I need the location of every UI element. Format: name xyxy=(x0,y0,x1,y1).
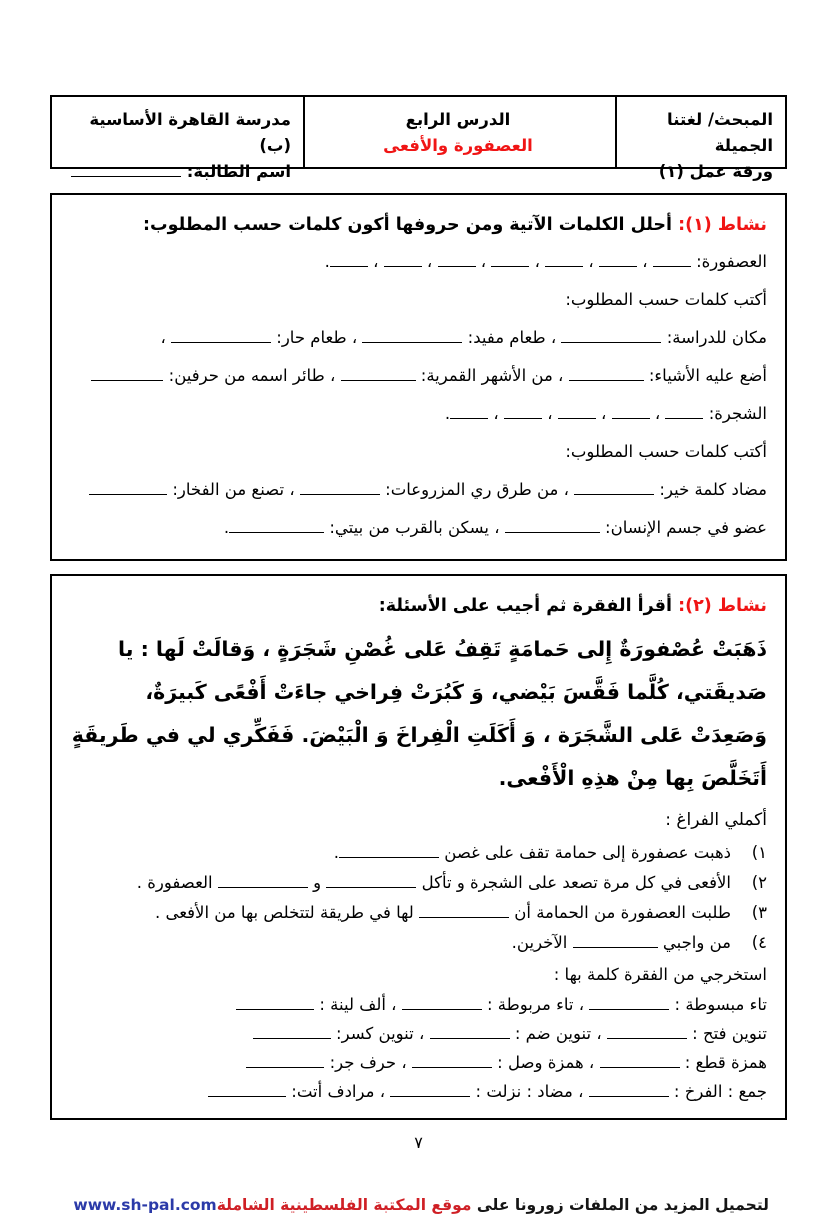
text-segment: . xyxy=(324,252,330,271)
text-segment: . xyxy=(444,404,451,423)
fill-blank xyxy=(589,995,669,1010)
text-segment: ، من طرق ري المزروعات: xyxy=(379,480,575,499)
text-segment: ، مضاد : نزلت : xyxy=(470,1082,589,1101)
text-segment: ، xyxy=(475,252,492,271)
fill-blank xyxy=(574,480,654,495)
text-segment: الشجرة: xyxy=(703,404,767,423)
text-segment: ذهبت عصفورة إلى حمامة تقف على غصن xyxy=(439,843,731,862)
fill-blank xyxy=(665,404,703,419)
text-segment: طلبت العصفورة من الحمامة أن xyxy=(509,903,731,922)
extract-line-taa xyxy=(66,990,767,1019)
item-2-number: ٢) xyxy=(751,873,767,892)
fill-blank xyxy=(229,518,324,533)
extract-line-hamza xyxy=(66,1048,767,1077)
text-segment: . xyxy=(333,843,340,862)
text-segment: ، xyxy=(595,404,612,423)
text-segment: ، xyxy=(649,404,666,423)
extract-line-jamaa xyxy=(66,1077,767,1106)
text-segment: ، xyxy=(367,252,384,271)
page-number: ٧ xyxy=(414,1133,423,1152)
item-2-text xyxy=(66,868,731,898)
fill-blank xyxy=(341,366,416,381)
text-segment: ، يسكن بالقرب من بيتي: xyxy=(324,518,505,537)
fill-item-2 xyxy=(66,868,767,898)
item-4-text xyxy=(66,928,731,958)
header-cell-subject xyxy=(617,97,785,181)
text-segment: عضو في جسم الإنسان: xyxy=(599,518,767,537)
text-segment: تاء مبسوطة : xyxy=(669,995,767,1014)
subject-line: المبحث/ لغتنا الجميلة xyxy=(667,110,773,155)
text-segment: ، ألف لينة : xyxy=(314,995,402,1014)
footer-url: www.sh-pal.com xyxy=(68,1196,217,1214)
fill-blank xyxy=(558,404,596,419)
fill-blank xyxy=(653,252,691,267)
student-name-label: اسم الطالبة: xyxy=(181,162,291,181)
text-segment: مضاد كلمة خير: xyxy=(654,480,767,499)
fill-blank xyxy=(171,328,271,343)
item-1-number: ١) xyxy=(751,843,767,862)
item-1-text xyxy=(66,838,731,868)
text-segment: ، همزة وصل : xyxy=(491,1053,600,1072)
fill-blank xyxy=(246,1053,324,1068)
text-segment: ، xyxy=(583,252,599,271)
extract-heading: استخرجي من الفقرة كلمة بها : xyxy=(553,965,767,984)
fill-blank xyxy=(362,328,462,343)
activity-2-header xyxy=(66,588,767,624)
text-segment: ، تاء مربوطة : xyxy=(481,995,590,1014)
fill-blank xyxy=(402,995,482,1010)
text-segment: العصفورة: xyxy=(690,252,767,271)
text-segment: ، xyxy=(421,252,438,271)
footer-text: لتحميل المزيد من الملفات زورونا على xyxy=(471,1196,769,1214)
text-segment: مكان للدراسة: xyxy=(661,328,767,347)
activity-1-box xyxy=(50,193,787,561)
fill-blank xyxy=(561,328,661,343)
text-segment: ، xyxy=(541,404,558,423)
extract-line-tanween xyxy=(66,1019,767,1048)
fill-item-3 xyxy=(66,898,767,928)
fill-blank xyxy=(218,873,308,888)
fill-blank xyxy=(504,404,542,419)
fill-blank xyxy=(89,480,167,495)
text-segment: جمع : الفرخ : xyxy=(668,1082,767,1101)
text-segment: العصفورة . xyxy=(136,873,218,892)
fill-blank xyxy=(384,252,422,267)
text-segment: ، من الأشهر القمرية: xyxy=(415,366,569,385)
header-table xyxy=(50,95,787,181)
fill-blank xyxy=(450,404,488,419)
text-segment: لها في طريقة لتتخلص بها من الأفعى . xyxy=(154,903,420,922)
text-segment: همزة قطع : xyxy=(679,1053,767,1072)
fill-blank xyxy=(253,1024,331,1039)
fill-blank xyxy=(419,903,509,918)
fill-blank xyxy=(300,480,380,495)
footer-site-name: موقع المكتبة الفلسطينية الشاملة xyxy=(216,1196,472,1214)
text-segment: ، حرف جر: xyxy=(324,1053,412,1072)
activity-1-header xyxy=(66,207,767,243)
text-segment: الآخرين. xyxy=(511,933,573,952)
fill-blank xyxy=(607,1024,687,1039)
text-segment: . xyxy=(223,518,230,537)
footer-banner xyxy=(50,1196,787,1214)
fill-blank xyxy=(430,1024,510,1039)
text-segment: ، طائر اسمه من حرفين: xyxy=(163,366,341,385)
fill-blank xyxy=(545,252,583,267)
line-study-place xyxy=(66,319,767,357)
text-segment: و xyxy=(307,873,327,892)
activity-2-label: نشاط (٢): xyxy=(678,596,767,616)
text-segment: ، تصنع من الفخار: xyxy=(167,480,300,499)
text-segment: ، xyxy=(160,328,172,347)
fill-item-1 xyxy=(66,838,767,868)
reading-paragraph: ذَهَبَتْ عُصْفورَةٌ إِلى حَمامَةٍ تَقِفُ عَلى غُصْنِ شَجَرَةٍ ، وَقالَتْ لَها : يا صَديقَتي، كُلَّما فَقَّسَ بَيْضي، وَ كَبُرَتْ فِراخي جاءَتْ أَفْعًى كَبيرَةٌ، وَصَعِدَتْ عَلى الشَّجَرَة ، وَ أَكَلَتِ الْفِراخَ وَ الْبَيْضَ. فَفَكِّري لي في طَريقَةٍ أَتَخَلَّصَ بِها مِنْ هذِهِ الْأَفْعى. xyxy=(71,637,767,790)
fill-blank xyxy=(236,995,314,1010)
fill-blank xyxy=(339,843,439,858)
item-4-number: ٤) xyxy=(751,933,767,952)
text-segment: ، تنوين كسر: xyxy=(330,1024,430,1043)
text-segment: ، تنوين ضم : xyxy=(509,1024,607,1043)
text-segment: ، طعام حار: xyxy=(271,328,363,347)
fill-item-4 xyxy=(66,928,767,958)
fill-blank xyxy=(600,1053,680,1068)
fill-blank xyxy=(599,252,637,267)
activity-1-label: نشاط (١): xyxy=(678,215,767,235)
fill-blanks-heading: أكملي الفراغ : xyxy=(665,810,767,830)
student-name-blank xyxy=(71,162,181,177)
fill-blank xyxy=(412,1053,492,1068)
word-analysis-line-shajara xyxy=(66,395,767,433)
fill-blank xyxy=(569,366,644,381)
text-segment: من واجبي xyxy=(657,933,731,952)
fill-blank xyxy=(390,1082,470,1097)
fill-blank xyxy=(326,873,416,888)
text-segment: ، xyxy=(529,252,546,271)
text-segment: تنوين فتح : xyxy=(686,1024,767,1043)
text-segment: ، مرادف أتت: xyxy=(286,1082,391,1101)
school-name: مدرسة القاهرة الأساسية (ب) xyxy=(89,110,291,155)
fill-blank xyxy=(573,933,658,948)
line-put-things xyxy=(66,357,767,395)
item-3-text xyxy=(66,898,731,928)
fill-blank xyxy=(589,1082,669,1097)
worksheet-number: ورقة عمل (١) xyxy=(658,162,773,181)
fill-blank xyxy=(491,252,529,267)
text-segment: الأفعى في كل مرة تصعد على الشجرة و تأكل xyxy=(416,873,731,892)
fill-blank xyxy=(330,252,368,267)
text-segment: ، xyxy=(488,404,504,423)
item-3-number: ٣) xyxy=(751,903,767,922)
subheading-write-words-1: أكتب كلمات حسب المطلوب: xyxy=(565,290,767,309)
line-body-member xyxy=(66,509,767,547)
fill-blank xyxy=(208,1082,286,1097)
fill-blank xyxy=(505,518,600,533)
lesson-number: الدرس الرابع xyxy=(405,110,511,129)
subheading-write-words-2: أكتب كلمات حسب المطلوب: xyxy=(565,442,767,461)
header-cell-lesson xyxy=(305,97,617,167)
line-opposite-khayr xyxy=(66,471,767,509)
activity-2-box xyxy=(50,574,787,1120)
fill-blank xyxy=(91,366,163,381)
text-segment: ، طعام مفيد: xyxy=(462,328,562,347)
header-cell-school xyxy=(52,97,305,181)
student-name-line xyxy=(60,159,291,185)
fill-blank xyxy=(612,404,650,419)
word-analysis-line-osfoura xyxy=(66,243,767,281)
fill-blank xyxy=(438,252,476,267)
text-segment: ، xyxy=(637,252,653,271)
text-segment: أضع عليه الأشياء: xyxy=(643,366,767,385)
lesson-title: العصفورة والأفعى xyxy=(383,136,533,155)
activity-1-title: أحلل الكلمات الآتية ومن حروفها أكون كلمات حسب المطلوب: xyxy=(143,215,679,235)
activity-2-title: أقرأ الفقرة ثم أجيب على الأسئلة: xyxy=(378,596,679,616)
